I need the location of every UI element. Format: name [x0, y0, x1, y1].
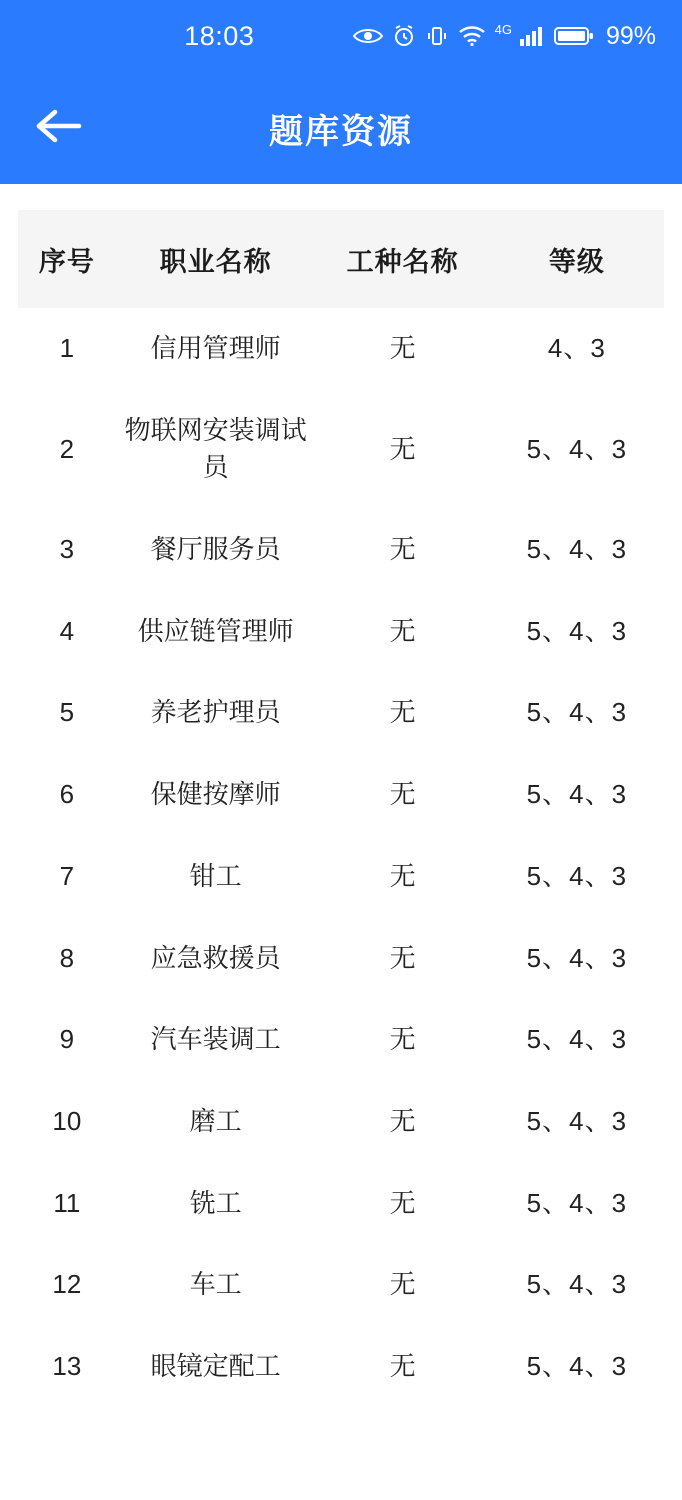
- cell-level: 5、4、3: [526, 779, 628, 810]
- question-bank-table-container: [0, 184, 682, 1408]
- alarm-icon: [392, 24, 416, 48]
- table-body: [18, 308, 664, 1408]
- cell-index: 2: [59, 433, 75, 464]
- cell-index: 7: [59, 860, 75, 891]
- table-row[interactable]: [18, 918, 664, 1000]
- status-clock: 18:03: [184, 20, 255, 51]
- network-type-label: 4G: [494, 21, 512, 37]
- table-row[interactable]: [18, 754, 664, 836]
- cell-work-type: 无: [389, 534, 416, 565]
- column-header-index: 序号: [18, 210, 116, 308]
- status-bar-right: [353, 22, 656, 51]
- cell-level: 5、4、3: [526, 615, 628, 646]
- status-bar-left: [26, 21, 353, 52]
- cell-work-type: 无: [389, 1105, 416, 1136]
- cell-level: 4、3: [547, 333, 606, 363]
- table-header: [18, 210, 664, 308]
- cell-level: 5、4、3: [526, 942, 628, 973]
- cell-work-type: 无: [389, 697, 416, 728]
- cell-level: 5、4、3: [526, 433, 628, 464]
- cell-job-name: 保健按摩师: [150, 779, 281, 810]
- cell-level: 5、4、3: [526, 1187, 628, 1218]
- cell-work-type: 无: [389, 1187, 416, 1218]
- cell-job-name: 物联网安装调试员: [124, 414, 307, 483]
- cell-work-type: 无: [389, 860, 416, 891]
- cell-work-type: 无: [389, 779, 416, 810]
- cell-work-type: 无: [389, 1350, 416, 1381]
- cell-work-type: 无: [389, 615, 416, 646]
- wifi-icon: [458, 25, 486, 47]
- column-header-job-name: 职业名称: [116, 210, 316, 308]
- table-row[interactable]: [18, 591, 664, 673]
- cell-job-name: 钳工: [189, 860, 242, 891]
- back-button[interactable]: [14, 83, 104, 173]
- cell-job-name: 供应链管理师: [137, 615, 294, 646]
- cell-job-name: 养老护理员: [150, 697, 281, 728]
- cell-level: 5、4、3: [526, 1024, 628, 1055]
- cell-level: 5、4、3: [526, 1350, 628, 1381]
- cell-job-name: 餐厅服务员: [150, 534, 281, 565]
- page-title: 题库资源: [269, 112, 413, 151]
- app-bar: [0, 72, 682, 184]
- vibrate-icon: [425, 24, 449, 48]
- table-row[interactable]: [18, 836, 664, 918]
- cell-job-name: 车工: [189, 1269, 242, 1300]
- cell-job-name: 铣工: [189, 1187, 242, 1218]
- cell-index: 5: [59, 697, 75, 728]
- cell-index: 8: [59, 942, 75, 973]
- status-bar: [0, 0, 682, 72]
- table-row[interactable]: [18, 308, 664, 390]
- cell-work-type: 无: [389, 333, 416, 363]
- cell-index: 3: [59, 534, 75, 565]
- cell-level: 5、4、3: [526, 697, 628, 728]
- cell-level: 5、4、3: [526, 534, 628, 565]
- cell-work-type: 无: [389, 1024, 416, 1055]
- cell-index: 4: [59, 615, 75, 646]
- cell-index: 11: [53, 1187, 81, 1218]
- column-header-work-type: 工种名称: [315, 210, 489, 308]
- question-bank-table: [18, 210, 664, 1408]
- cell-work-type: 无: [389, 433, 416, 464]
- cell-job-name: 磨工: [189, 1105, 242, 1136]
- cell-level: 5、4、3: [526, 860, 628, 891]
- cell-work-type: 无: [389, 1269, 416, 1300]
- table-row[interactable]: [18, 390, 664, 509]
- column-header-level: 等级: [490, 210, 664, 308]
- cell-job-name: 信用管理师: [150, 333, 281, 363]
- table-row[interactable]: [18, 1244, 664, 1326]
- cell-job-name: 眼镜定配工: [150, 1350, 281, 1381]
- cell-index: 6: [59, 779, 75, 810]
- cell-level: 5、4、3: [526, 1269, 628, 1300]
- table-row[interactable]: [18, 672, 664, 754]
- table-row[interactable]: [18, 509, 664, 591]
- cell-index: 12: [52, 1269, 82, 1300]
- table-row[interactable]: [18, 999, 664, 1081]
- battery-percent-label: 99%: [605, 21, 656, 50]
- back-arrow-icon: [33, 106, 85, 151]
- battery-icon: [554, 25, 594, 47]
- cell-index: 13: [52, 1350, 82, 1381]
- cell-work-type: 无: [389, 942, 416, 973]
- table-header-row: [18, 210, 664, 308]
- table-row[interactable]: [18, 1326, 664, 1408]
- cell-job-name: 汽车装调工: [150, 1024, 281, 1055]
- cell-index: 9: [59, 1024, 75, 1055]
- cell-job-name: 应急救援员: [150, 942, 281, 973]
- signal-icon: [519, 25, 545, 47]
- cell-index: 1: [59, 333, 75, 363]
- table-row[interactable]: [18, 1163, 664, 1245]
- eye-icon: [353, 26, 383, 46]
- cell-level: 5、4、3: [526, 1105, 628, 1136]
- cell-index: 10: [52, 1105, 82, 1136]
- table-row[interactable]: [18, 1081, 664, 1163]
